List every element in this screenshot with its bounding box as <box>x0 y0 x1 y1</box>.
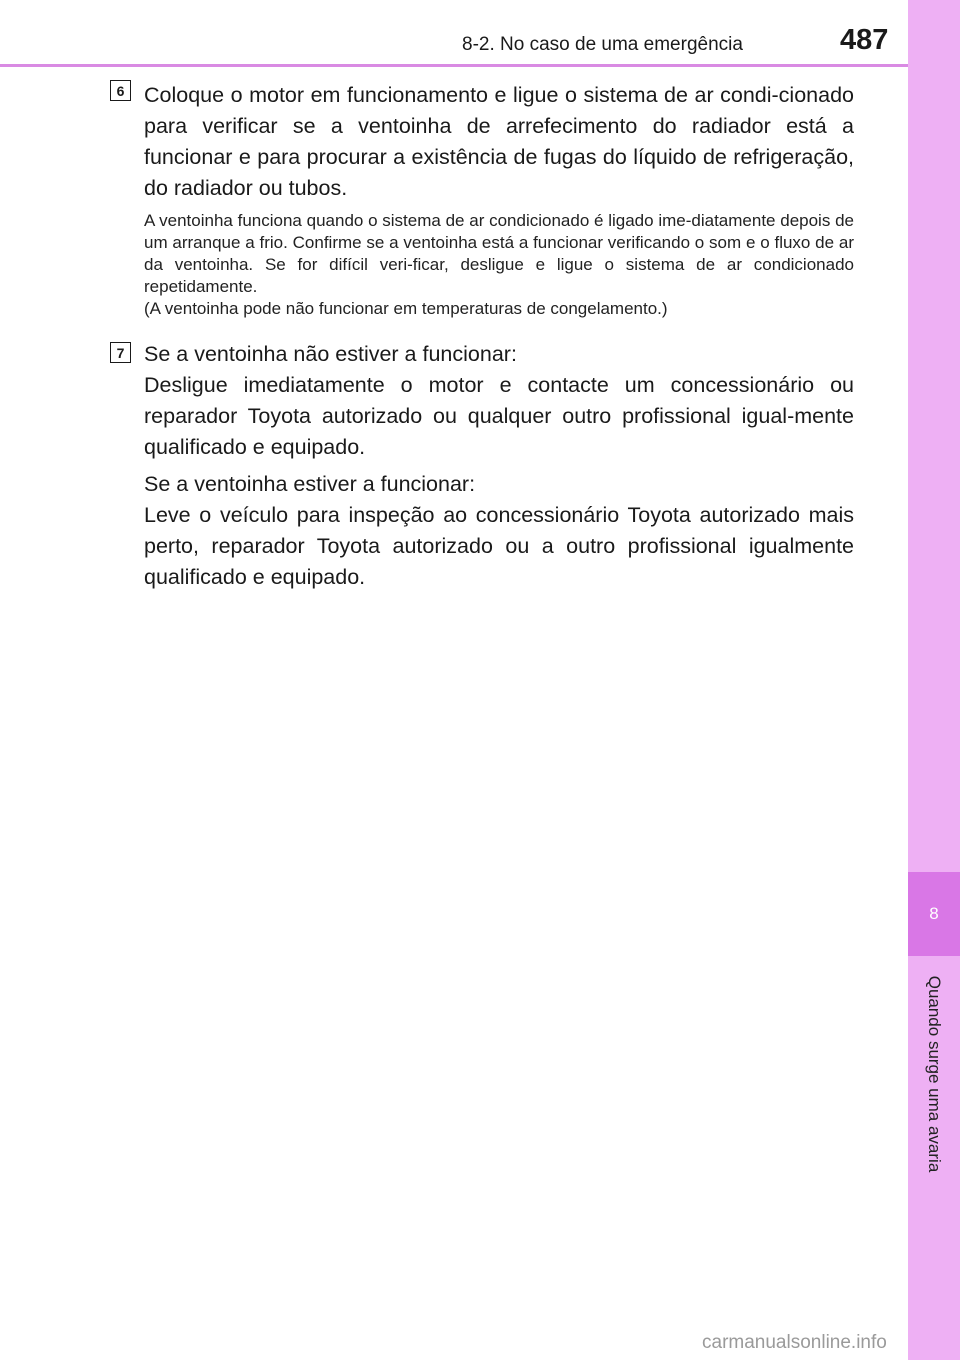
step-7-action-working: Leve o veículo para inspeção ao concessionário Toyota autorizado mais perto, reparador Toyota autorizado ou a outro profissional igualmente qualificado e equipado. <box>144 503 854 589</box>
step-6-badge: 6 <box>110 80 131 101</box>
step-7-condition-working: Se a ventoinha estiver a funcionar: <box>144 472 476 496</box>
watermark: carmanualsonline.info <box>702 1332 887 1353</box>
page-number: 487 <box>840 24 889 56</box>
step-7-action-not-working: Desligue imediatamente o motor e contacte um concessionário ou reparador Toyota autorizado ou qualquer outro profissional igual-mente qualificado e equipado. <box>144 373 854 459</box>
step-7-case-not-working <box>144 339 854 463</box>
step-7-case-working <box>144 469 854 593</box>
chapter-number-tab <box>908 872 960 956</box>
step-6-instruction: Coloque o motor em funcionamento e ligue o sistema de ar condi-cionado para verificar se a ventoinha de arrefecimento do radiador está a funcionar e para procurar a existência de fugas do líquido de refrigeração, do radiador ou tubos. <box>144 83 854 200</box>
header-divider <box>0 64 908 67</box>
step-6-note-temperature: (A ventoinha pode não funcionar em temperaturas de congelamento.) <box>144 299 668 318</box>
step-6-note-paragraph: A ventoinha funciona quando o sistema de ar condicionado é ligado ime-diatamente depois de um arranque a frio. Confirme se a ventoinha está a funcionar verificando o som e o fluxo de ar da ventoinha. Se for difícil veri-ficar, desligue e ligue o sistema de ar condicionado repetidamente. <box>144 211 854 296</box>
step-7-badge: 7 <box>110 342 131 363</box>
section-title: 8-2. No caso de uma emergência <box>462 34 743 55</box>
chapter-title: Quando surge uma avaria <box>925 975 944 1173</box>
chapter-number: 8 <box>929 904 939 923</box>
step-6-note <box>144 210 854 320</box>
step-7-condition-not-working: Se a ventoinha não estiver a funcionar: <box>144 342 517 366</box>
